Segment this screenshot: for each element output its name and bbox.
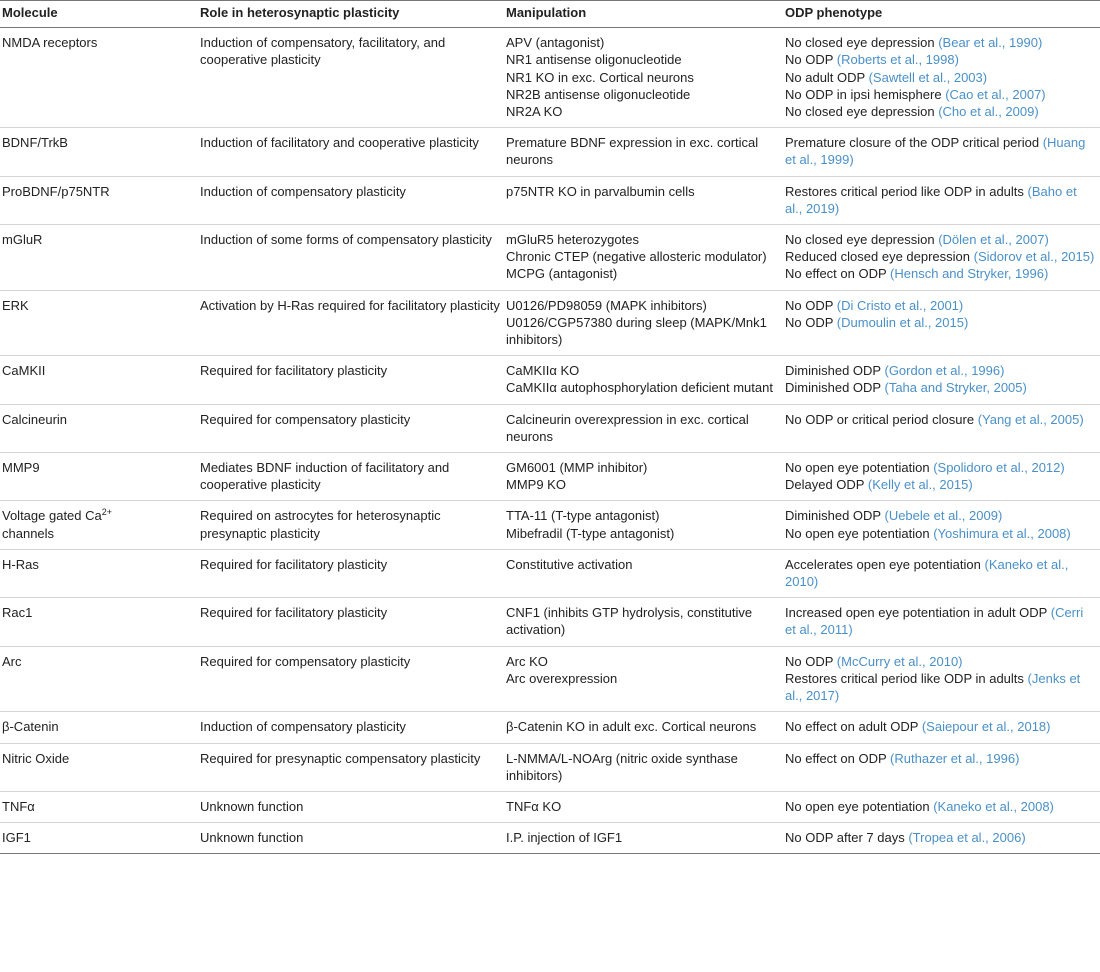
phenotype-cell <box>783 743 1100 791</box>
phenotype-item <box>785 556 1096 590</box>
phenotype-item <box>785 103 1096 120</box>
manipulation-cell <box>504 290 783 356</box>
table-row <box>0 453 1100 501</box>
molecule-cell <box>0 176 198 224</box>
table-row <box>0 356 1100 404</box>
table-body <box>0 28 1100 854</box>
phenotype-item <box>785 829 1096 846</box>
manipulation-cell <box>504 549 783 597</box>
phenotype-cell <box>783 225 1100 291</box>
table-row <box>0 598 1100 646</box>
manipulation-item: MCPG (antagonist) <box>506 266 618 282</box>
role-cell: Activation by H-Ras required for facilitatory plasticity <box>198 290 504 356</box>
citation-link[interactable]: (Yoshimura et al., 2008) <box>933 525 1071 541</box>
citation-link[interactable]: (Hensch and Stryker, 1996) <box>890 266 1049 282</box>
manipulation-cell <box>504 128 783 176</box>
phenotype-text: Premature closure of the ODP critical period <box>785 135 1040 151</box>
phenotype-text: Diminished ODP <box>785 508 881 524</box>
manipulation-item: U0126/PD98059 (MAPK inhibitors) <box>506 297 707 313</box>
manipulation-item: NR2A KO <box>506 104 563 120</box>
table-row <box>0 743 1100 791</box>
role-cell: Required for presynaptic compensatory plasticity <box>198 743 504 791</box>
manipulation-item: GM6001 (MMP inhibitor) <box>506 460 648 476</box>
header-row <box>0 1 1100 28</box>
citation-link[interactable]: (Sidorov et al., 2015) <box>973 249 1095 265</box>
table-row <box>0 225 1100 291</box>
phenotype-item <box>785 459 1096 476</box>
table-row <box>0 549 1100 597</box>
phenotype-text: Increased open eye potentiation in adult ODP <box>785 605 1048 621</box>
citation-link[interactable]: (Kelly et al., 2015) <box>867 477 973 493</box>
molecule-name: ProBDNF/p75NTR <box>2 183 110 199</box>
manipulation-cell <box>504 712 783 743</box>
citation-link[interactable]: (Dölen et al., 2007) <box>938 232 1049 248</box>
phenotype-text: Accelerates open eye potentiation <box>785 556 981 572</box>
manipulation-cell <box>504 453 783 501</box>
header-odp-phenotype: ODP phenotype <box>783 1 1100 28</box>
phenotype-text: No ODP or critical period closure <box>785 411 975 427</box>
phenotype-cell <box>783 176 1100 224</box>
phenotype-item <box>785 34 1096 51</box>
manipulation-item: Chronic CTEP (negative allosteric modulator) <box>506 249 767 265</box>
citation-link[interactable]: (Dumoulin et al., 2015) <box>836 314 969 330</box>
phenotype-item <box>785 653 1096 670</box>
molecule-name: H-Ras <box>2 556 39 572</box>
role-cell: Induction of compensatory plasticity <box>198 176 504 224</box>
phenotype-text: No open eye potentiation <box>785 525 930 541</box>
table-row <box>0 404 1100 452</box>
manipulation-item: Premature BDNF expression in exc. cortical neurons <box>506 135 759 168</box>
manipulation-item: U0126/CGP57380 during sleep (MAPK/Mnk1 inhibitors) <box>506 314 767 348</box>
molecule-cell <box>0 712 198 743</box>
molecule-name: Voltage gated Ca <box>2 508 102 524</box>
role-cell: Induction of facilitatory and cooperative plasticity <box>198 128 504 176</box>
phenotype-text: Delayed ODP <box>785 477 865 493</box>
role-cell: Required on astrocytes for heterosynaptic presynaptic plasticity <box>198 501 504 549</box>
molecule-cell <box>0 128 198 176</box>
phenotype-cell <box>783 791 1100 822</box>
molecule-name-continued: channels <box>2 525 55 541</box>
phenotype-cell <box>783 501 1100 549</box>
phenotype-item <box>785 670 1096 704</box>
citation-link[interactable]: (Cho et al., 2009) <box>938 104 1039 120</box>
manipulation-cell <box>504 501 783 549</box>
citation-link[interactable]: (Sawtell et al., 2003) <box>868 69 988 85</box>
phenotype-item <box>785 379 1096 396</box>
phenotype-text: No closed eye depression <box>785 232 935 248</box>
citation-link[interactable]: (Gordon et al., 1996) <box>884 363 1005 379</box>
phenotype-item <box>785 798 1096 815</box>
table-row <box>0 176 1100 224</box>
phenotype-item <box>785 51 1096 68</box>
molecule-name: Rac1 <box>2 605 33 621</box>
header-manipulation: Manipulation <box>504 1 783 28</box>
phenotype-text: No adult ODP <box>785 69 865 85</box>
phenotype-item <box>785 248 1096 265</box>
phenotype-text: No ODP in ipsi hemisphere <box>785 86 942 102</box>
phenotype-text: Restores critical period like ODP in adults <box>785 670 1024 686</box>
molecule-name: β-Catenin <box>2 719 59 735</box>
citation-link[interactable]: (McCurry et al., 2010) <box>836 653 963 669</box>
manipulation-cell <box>504 646 783 712</box>
phenotype-item <box>785 297 1096 314</box>
citation-link[interactable]: (Cerri et al., 2011) <box>785 605 1084 638</box>
table-row <box>0 501 1100 549</box>
molecule-name: Arc <box>2 653 22 669</box>
citation-link[interactable]: (Di Cristo et al., 2001) <box>836 297 964 313</box>
phenotype-item <box>785 476 1096 493</box>
citation-link[interactable]: (Yang et al., 2005) <box>977 411 1084 427</box>
table-row <box>0 791 1100 822</box>
phenotype-cell <box>783 598 1100 646</box>
phenotype-item <box>785 411 1096 428</box>
role-cell: Required for facilitatory plasticity <box>198 598 504 646</box>
phenotype-text: Diminished ODP <box>785 363 881 379</box>
table-row <box>0 128 1100 176</box>
molecule-name: Nitric Oxide <box>2 750 70 766</box>
phenotype-item <box>785 265 1096 282</box>
role-cell: Required for facilitatory plasticity <box>198 356 504 404</box>
citation-link[interactable]: (Huang et al., 1999) <box>785 135 1086 168</box>
phenotype-cell <box>783 453 1100 501</box>
manipulation-item: NR1 KO in exc. Cortical neurons <box>506 69 694 85</box>
role-cell: Required for compensatory plasticity <box>198 646 504 712</box>
citation-link[interactable]: (Baho et al., 2019) <box>785 183 1077 216</box>
role-cell: Mediates BDNF induction of facilitatory and cooperative plasticity <box>198 453 504 501</box>
phenotype-item <box>785 718 1096 735</box>
molecule-cell <box>0 225 198 291</box>
molecule-name: IGF1 <box>2 830 31 846</box>
phenotype-text: No effect on adult ODP <box>785 719 919 735</box>
phenotype-text: No ODP <box>785 52 834 68</box>
citation-link[interactable]: (Tropea et al., 2006) <box>908 830 1026 846</box>
molecule-name: Calcineurin <box>2 411 68 427</box>
manipulation-item: MMP9 KO <box>506 477 566 493</box>
phenotype-cell <box>783 823 1100 854</box>
manipulation-item: Arc overexpression <box>506 670 618 686</box>
molecule-cell <box>0 290 198 356</box>
manipulation-cell <box>504 823 783 854</box>
manipulation-item: TTA-11 (T-type antagonist) <box>506 508 660 524</box>
table-row <box>0 290 1100 356</box>
phenotype-cell <box>783 712 1100 743</box>
manipulation-item: Constitutive activation <box>506 556 633 572</box>
citation-link[interactable]: (Ruthazer et al., 1996) <box>890 750 1020 766</box>
manipulation-cell <box>504 356 783 404</box>
phenotype-cell <box>783 28 1100 128</box>
phenotype-cell <box>783 290 1100 356</box>
molecule-cell <box>0 791 198 822</box>
molecule-cell <box>0 598 198 646</box>
phenotype-item <box>785 86 1096 103</box>
phenotype-text: No closed eye depression <box>785 35 935 51</box>
molecule-name: mGluR <box>2 232 43 248</box>
header-role: Role in heterosynaptic plasticity <box>198 1 504 28</box>
phenotype-cell <box>783 128 1100 176</box>
manipulation-item: Calcineurin overexpression in exc. cortical neurons <box>506 411 749 444</box>
header-molecule: Molecule <box>0 1 198 28</box>
manipulation-item: p75NTR KO in parvalbumin cells <box>506 183 695 199</box>
role-cell: Unknown function <box>198 791 504 822</box>
phenotype-text: No ODP <box>785 653 834 669</box>
manipulation-item: CaMKIIα autophosphorylation deficient mutant <box>506 380 773 396</box>
phenotype-item <box>785 525 1096 542</box>
phenotype-text: Restores critical period like ODP in adults <box>785 183 1024 199</box>
manipulation-cell <box>504 404 783 452</box>
molecule-cell <box>0 646 198 712</box>
molecule-cell <box>0 404 198 452</box>
manipulation-cell <box>504 28 783 128</box>
citation-link[interactable]: (Cao et al., 2007) <box>945 86 1046 102</box>
role-cell: Induction of some forms of compensatory plasticity <box>198 225 504 291</box>
phenotype-text: No effect on ODP <box>785 266 887 282</box>
citation-link[interactable]: (Spolidoro et al., 2012) <box>933 460 1065 476</box>
table-row <box>0 712 1100 743</box>
phenotype-text: No ODP <box>785 297 834 313</box>
phenotype-text: Diminished ODP <box>785 380 881 396</box>
phenotype-text: No closed eye depression <box>785 104 935 120</box>
molecule-superscript: 2+ <box>101 507 113 518</box>
phenotype-text: No ODP after 7 days <box>785 830 905 846</box>
phenotype-item <box>785 604 1096 638</box>
phenotype-cell <box>783 404 1100 452</box>
role-cell: Induction of compensatory, facilitatory, and cooperative plasticity <box>198 28 504 128</box>
molecule-name: CaMKII <box>2 363 46 379</box>
molecule-cell <box>0 453 198 501</box>
phenotype-text: No open eye potentiation <box>785 460 930 476</box>
manipulation-item: TNFα KO <box>506 798 562 814</box>
molecule-cell <box>0 743 198 791</box>
citation-link[interactable]: (Saiepour et al., 2018) <box>921 719 1051 735</box>
manipulation-cell <box>504 225 783 291</box>
molecule-name: MMP9 <box>2 460 40 476</box>
manipulation-item: β-Catenin KO in adult exc. Cortical neurons <box>506 719 757 735</box>
role-cell: Required for compensatory plasticity <box>198 404 504 452</box>
molecule-cell <box>0 823 198 854</box>
phenotype-item <box>785 134 1096 168</box>
phenotype-text: Reduced closed eye depression <box>785 249 971 265</box>
citation-link[interactable]: (Roberts et al., 1998) <box>836 52 959 68</box>
role-cell: Required for facilitatory plasticity <box>198 549 504 597</box>
phenotype-item <box>785 507 1096 524</box>
manipulation-item: Arc KO <box>506 653 548 669</box>
table-row <box>0 823 1100 854</box>
manipulation-item: I.P. injection of IGF1 <box>506 830 623 846</box>
role-cell: Induction of compensatory plasticity <box>198 712 504 743</box>
citation-link[interactable]: (Taha and Stryker, 2005) <box>884 380 1027 396</box>
molecule-name: BDNF/TrkB <box>2 135 68 151</box>
role-cell: Unknown function <box>198 823 504 854</box>
phenotype-cell <box>783 646 1100 712</box>
molecule-cell <box>0 28 198 128</box>
citation-link[interactable]: (Kaneko et al., 2010) <box>785 556 1069 590</box>
phenotype-item <box>785 750 1096 767</box>
phenotype-cell <box>783 549 1100 597</box>
manipulation-item: CNF1 (inhibits GTP hydrolysis, constitutive activation) <box>506 605 753 638</box>
citation-link[interactable]: (Kaneko et al., 2008) <box>933 798 1054 814</box>
manipulation-item: Mibefradil (T-type antagonist) <box>506 525 675 541</box>
phenotype-item <box>785 69 1096 86</box>
citation-link[interactable]: (Bear et al., 1990) <box>938 35 1043 51</box>
phenotype-text: No effect on ODP <box>785 750 887 766</box>
phenotype-text: No open eye potentiation <box>785 798 930 814</box>
manipulation-cell <box>504 791 783 822</box>
manipulation-cell <box>504 743 783 791</box>
manipulation-item: mGluR5 heterozygotes <box>506 232 639 248</box>
molecule-cell <box>0 356 198 404</box>
molecule-cell <box>0 501 198 549</box>
molecule-cell <box>0 549 198 597</box>
table-row <box>0 28 1100 128</box>
manipulation-item: NR1 antisense oligonucleotide <box>506 52 682 68</box>
manipulation-item: APV (antagonist) <box>506 35 605 51</box>
molecule-name: TNFα <box>2 798 35 814</box>
citation-link[interactable]: (Jenks et al., 2017) <box>785 670 1081 704</box>
phenotype-item <box>785 231 1096 248</box>
manipulation-item: CaMKIIα KO <box>506 363 580 379</box>
phenotype-item <box>785 314 1096 331</box>
phenotype-cell <box>783 356 1100 404</box>
manipulation-item: NR2B antisense oligonucleotide <box>506 86 691 102</box>
manipulation-cell <box>504 598 783 646</box>
citation-link[interactable]: (Uebele et al., 2009) <box>884 508 1003 524</box>
manipulation-item: L-NMMA/L-NOArg (nitric oxide synthase inhibitors) <box>506 750 738 783</box>
manipulation-cell <box>504 176 783 224</box>
table-row <box>0 646 1100 712</box>
molecule-name: ERK <box>2 297 29 313</box>
phenotype-text: No ODP <box>785 314 834 330</box>
phenotype-item <box>785 362 1096 379</box>
phenotype-item <box>785 183 1096 217</box>
molecule-name: NMDA receptors <box>2 35 98 51</box>
